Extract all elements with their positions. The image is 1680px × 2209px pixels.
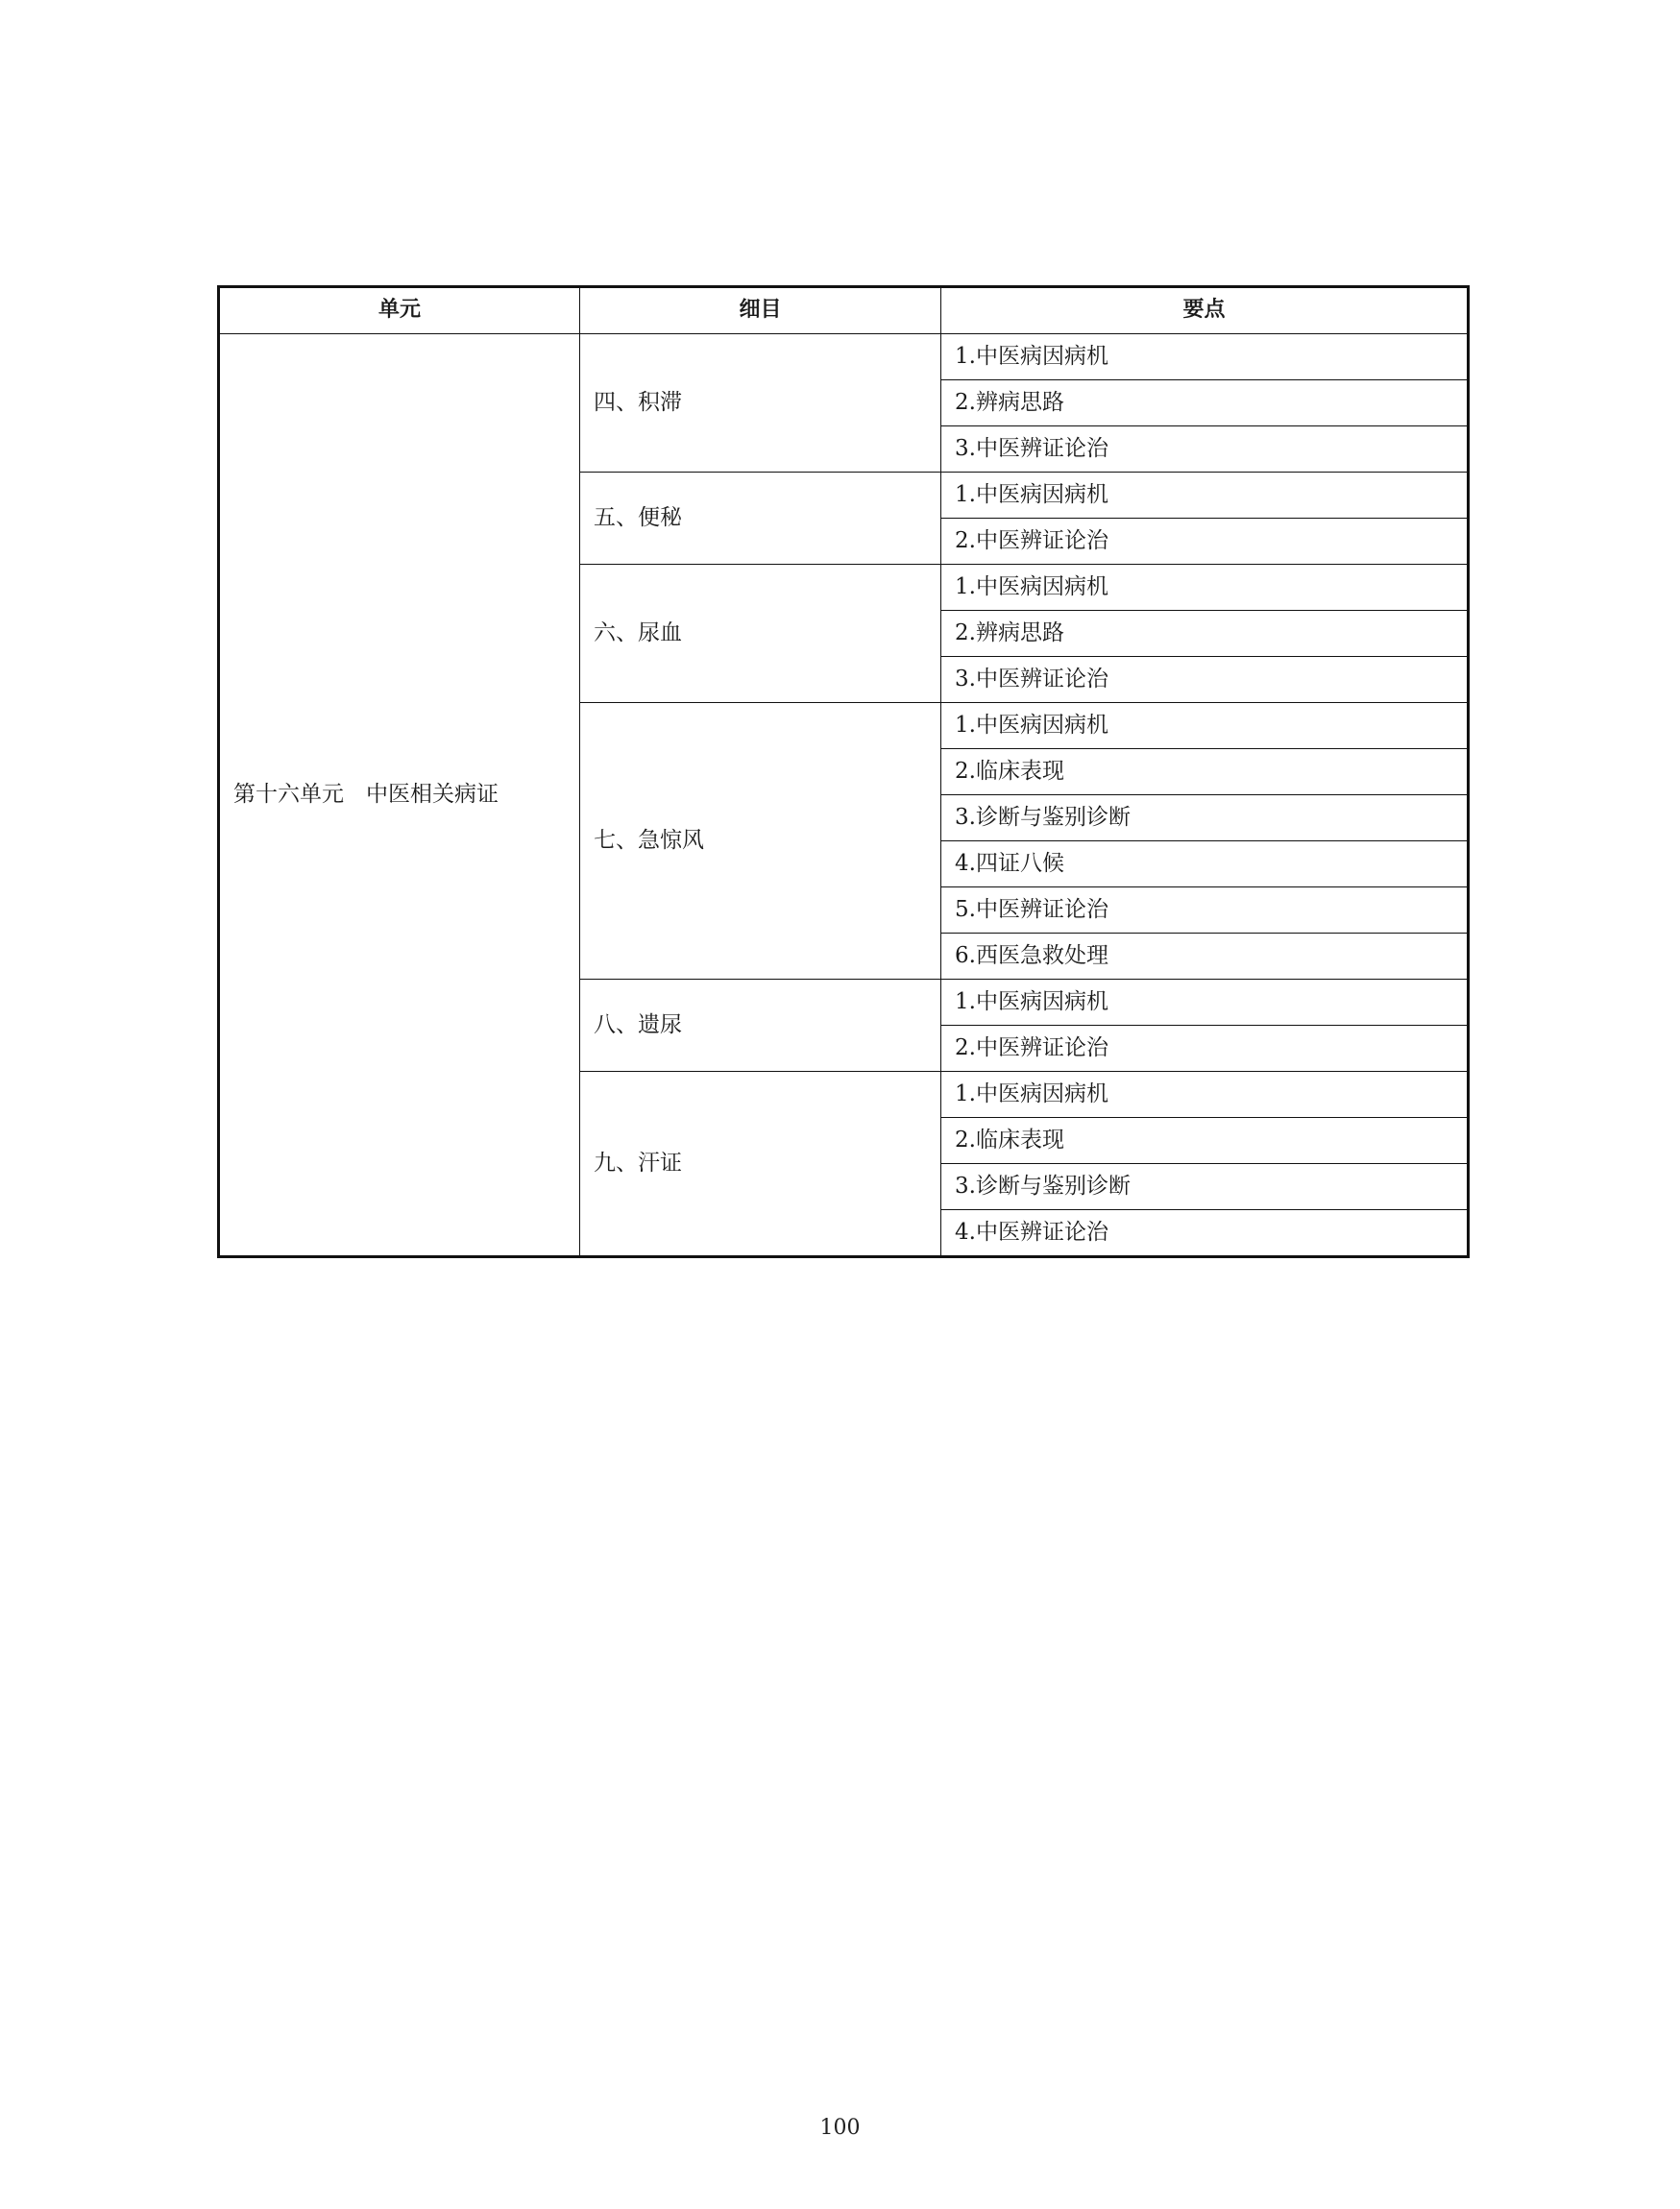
item-cell: 五、便秘 — [580, 473, 941, 565]
point-cell: 3.中医辨证论治 — [941, 426, 1469, 473]
point-cell: 4.中医辨证论治 — [941, 1210, 1469, 1257]
header-unit: 单元 — [219, 287, 580, 334]
item-cell: 九、汗证 — [580, 1072, 941, 1257]
item-cell: 六、尿血 — [580, 565, 941, 703]
table-row — [219, 334, 1469, 380]
point-cell: 1.中医病因病机 — [941, 1072, 1469, 1118]
syllabus-table — [217, 285, 1470, 1258]
table-header-row — [219, 287, 1469, 334]
point-cell: 4.四证八候 — [941, 841, 1469, 887]
point-cell: 1.中医病因病机 — [941, 703, 1469, 749]
point-cell: 6.西医急救处理 — [941, 934, 1469, 980]
point-cell: 2.临床表现 — [941, 749, 1469, 795]
point-cell: 1.中医病因病机 — [941, 565, 1469, 611]
point-cell: 1.中医病因病机 — [941, 473, 1469, 519]
point-cell: 1.中医病因病机 — [941, 980, 1469, 1026]
header-points: 要点 — [941, 287, 1469, 334]
point-cell: 5.中医辨证论治 — [941, 887, 1469, 934]
point-cell: 2.临床表现 — [941, 1118, 1469, 1164]
point-cell: 2.辨病思路 — [941, 611, 1469, 657]
unit-cell: 第十六单元 中医相关病证 — [219, 334, 580, 1257]
header-item: 细目 — [580, 287, 941, 334]
point-cell: 3.诊断与鉴别诊断 — [941, 1164, 1469, 1210]
item-cell: 八、遗尿 — [580, 980, 941, 1072]
point-cell: 1.中医病因病机 — [941, 334, 1469, 380]
item-cell: 七、急惊风 — [580, 703, 941, 980]
point-cell: 2.中医辨证论治 — [941, 519, 1469, 565]
syllabus-table-container — [217, 285, 1467, 1258]
page-number: 100 — [819, 2116, 861, 2140]
point-cell: 3.诊断与鉴别诊断 — [941, 795, 1469, 841]
point-cell: 3.中医辨证论治 — [941, 657, 1469, 703]
point-cell: 2.中医辨证论治 — [941, 1026, 1469, 1072]
point-cell: 2.辨病思路 — [941, 380, 1469, 426]
item-cell: 四、积滞 — [580, 334, 941, 473]
table-body — [219, 334, 1469, 1257]
